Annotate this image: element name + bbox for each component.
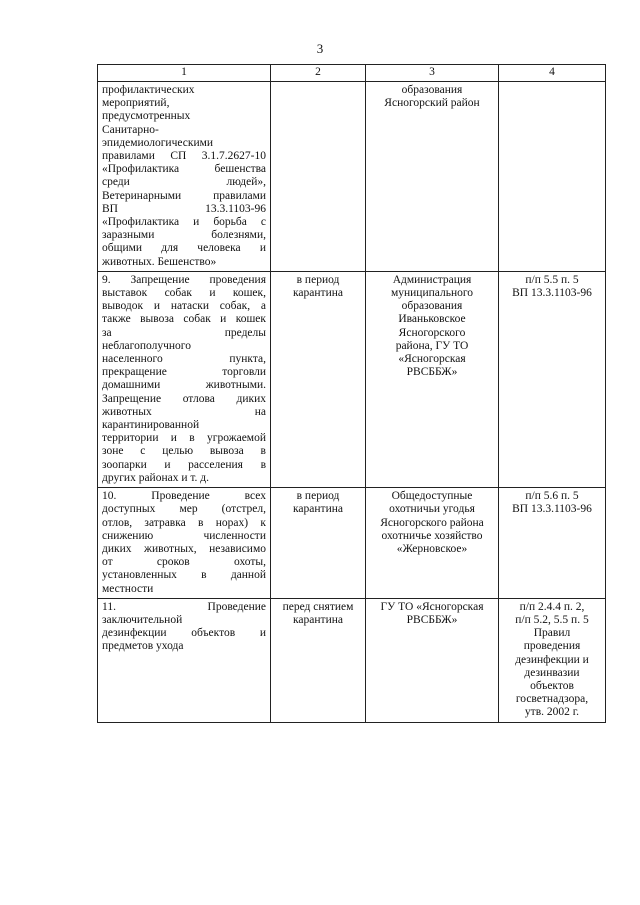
cell-line: предусмотренных xyxy=(102,110,191,123)
cell-line: Иваньковское xyxy=(398,313,466,326)
cell-line: установленных в данной xyxy=(102,569,266,582)
cell-line: «Профилактика и борьба с xyxy=(102,216,266,229)
period-cell xyxy=(271,271,366,487)
cell-line: ВП 13.3.1103-96 xyxy=(512,287,592,300)
cell-line: заразными болезнями, xyxy=(102,229,266,242)
cell-line: 9. Запрещение проведения xyxy=(102,273,266,286)
column-header: 3 xyxy=(366,65,499,82)
measures-table xyxy=(97,64,606,723)
cell-line: дезинфекции объектов и xyxy=(102,627,266,640)
cell-line: карантинированной xyxy=(102,419,200,432)
cell-line: Запрещение отлова диких xyxy=(102,392,266,405)
responsible-cell xyxy=(366,488,499,599)
cell-line: от сроков охоты, xyxy=(102,556,266,569)
period-cell xyxy=(271,598,366,722)
cell-line: карантина xyxy=(293,613,343,626)
measure-cell xyxy=(98,598,271,722)
responsible-cell xyxy=(366,271,499,487)
cell-line: п/п 5.2, 5.5 п. 5 xyxy=(515,613,589,626)
cell-line: диких животных, независимо xyxy=(102,542,266,555)
reference-cell xyxy=(499,598,606,722)
cell-line: перед снятием xyxy=(282,600,354,613)
cell-line: образования xyxy=(401,300,463,313)
cell-line: выводок и натаски собак, а xyxy=(102,300,266,313)
table-row xyxy=(98,598,606,722)
cell-line: «Ясногорская xyxy=(398,353,466,366)
cell-line: среди людей», xyxy=(102,176,266,189)
column-header: 2 xyxy=(271,65,366,82)
cell-line: п/п 5.6 п. 5 xyxy=(525,490,579,503)
cell-line: доступных мер (отстрел, xyxy=(102,503,266,516)
cell-line: профилактических xyxy=(102,84,195,96)
cell-line: отлов, затравка в норах) к xyxy=(102,516,266,529)
cell-line: района, ГУ ТО xyxy=(395,339,469,352)
cell-line: зоопарки и расселения в xyxy=(102,458,266,471)
cell-line: п/п 2.4.4 п. 2, xyxy=(519,600,585,613)
cell-line: территории и в угрожаемой xyxy=(102,432,266,445)
cell-line: проведения xyxy=(523,640,581,653)
cell-line: населенного пункта, xyxy=(102,353,266,366)
cell-line: Санитарно- xyxy=(102,123,159,136)
cell-line: других районах и т. д. xyxy=(102,471,210,484)
cell-line: «Профилактика бешенства xyxy=(102,163,266,176)
cell-line: прекращение торговли xyxy=(102,366,266,379)
cell-line: объектов xyxy=(530,679,574,692)
cell-line: Администрация xyxy=(392,273,472,286)
cell-line: дезинвазии xyxy=(524,666,580,679)
cell-line: РВСББЖ» xyxy=(406,613,458,626)
cell-line: муниципального xyxy=(390,287,474,300)
period-cell xyxy=(271,82,366,272)
cell-line: 11. Проведение xyxy=(102,600,266,613)
cell-line: снижению численности xyxy=(102,529,266,542)
cell-line: местности xyxy=(102,582,154,595)
cell-line: образования xyxy=(401,84,463,96)
cell-line: Ясногорского района xyxy=(380,516,484,529)
cell-line: общими для человека и xyxy=(102,242,266,255)
measure-cell xyxy=(98,271,271,487)
cell-line: карантина xyxy=(293,503,343,516)
cell-line: РВСББЖ» xyxy=(406,366,458,379)
cell-line: выставок собак и кошек, xyxy=(102,287,266,300)
cell-line: животных на xyxy=(102,405,266,418)
cell-line: охотничьи угодья xyxy=(389,503,475,516)
cell-line: в период xyxy=(296,490,340,503)
cell-line: Ветеринарными правилами xyxy=(102,189,266,202)
cell-line: зоне с целью вывоза в xyxy=(102,445,266,458)
cell-line: Общедоступные xyxy=(391,490,473,503)
cell-line: домашними животными. xyxy=(102,379,266,392)
table-header-row xyxy=(98,65,606,82)
cell-line: Ясногорский район xyxy=(384,97,480,110)
cell-line: неблагополучного xyxy=(102,339,191,352)
cell-line: ВП 13.3.1103-96 xyxy=(512,503,592,516)
cell-line: госветнадзора, xyxy=(515,693,589,706)
cell-line: 10. Проведение всех xyxy=(102,490,266,503)
cell-line: правилами СП 3.1.7.2627-10 xyxy=(102,150,266,163)
cell-line: Ясногорского xyxy=(398,326,466,339)
measure-cell xyxy=(98,488,271,599)
cell-line: карантина xyxy=(293,287,343,300)
cell-line: Правил xyxy=(533,627,571,640)
measure-cell xyxy=(98,82,271,272)
cell-line: утв. 2002 г. xyxy=(524,706,580,719)
cell-line: ГУ ТО «Ясногорская xyxy=(380,600,484,613)
responsible-cell xyxy=(366,82,499,272)
table-row xyxy=(98,82,606,272)
cell-line: мероприятий, xyxy=(102,97,170,110)
reference-cell xyxy=(499,271,606,487)
reference-cell xyxy=(499,82,606,272)
cell-line: животных. Бешенство» xyxy=(102,255,217,268)
cell-line: охотничье хозяйство xyxy=(381,529,483,542)
reference-cell xyxy=(499,488,606,599)
column-header: 1 xyxy=(98,65,271,82)
cell-line: ВП 13.3.1103-96 xyxy=(102,202,266,215)
column-header: 4 xyxy=(499,65,606,82)
cell-line: за пределы xyxy=(102,326,266,339)
cell-line: в период xyxy=(296,273,340,286)
cell-line: эпидемиологическими xyxy=(102,136,214,149)
page-number: 3 xyxy=(316,41,324,56)
responsible-cell xyxy=(366,598,499,722)
cell-line: заключительной xyxy=(102,613,183,626)
table-row xyxy=(98,271,606,487)
table-body xyxy=(98,82,606,723)
cell-line: дезинфекции и xyxy=(515,653,589,666)
table-row xyxy=(98,488,606,599)
cell-line: предметов ухода xyxy=(102,640,184,653)
cell-line: п/п 5.5 п. 5 xyxy=(525,273,579,286)
period-cell xyxy=(271,488,366,599)
cell-line: «Жерновское» xyxy=(396,542,468,555)
cell-line: также вывоза собак и кошек xyxy=(102,313,266,326)
